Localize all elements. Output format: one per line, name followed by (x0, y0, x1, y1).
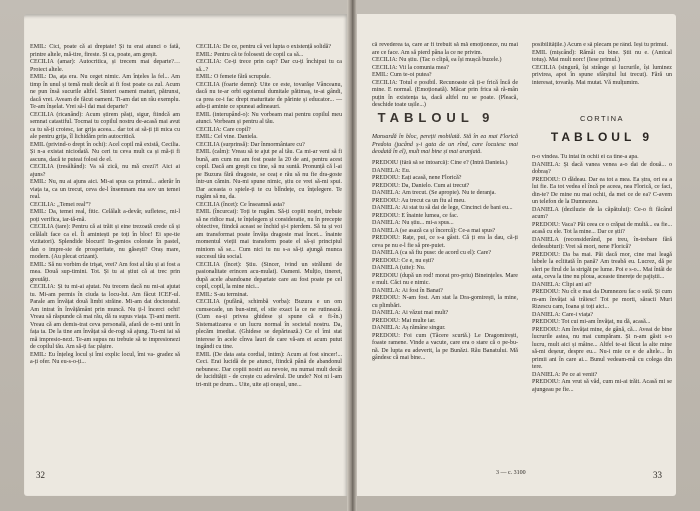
dialogue-paragraph: PREDOIU: Ce e, nu ești? (372, 257, 434, 264)
dialogue-paragraph: CECILIA: Nu știu. (Tac o clipă, ea își mușcă buzele.) (372, 57, 502, 63)
dialogue-paragraph: că revederea ta, care ar fi trebuit să mă emoționeze, nu mai are ce face. Am să pierd pâna la ce ne privim. (372, 42, 518, 56)
dialogue-paragraph: DANIELA: Ai fost în Banat? (372, 287, 443, 294)
dialogue-paragraph: DANIELA (uite): Nu. (372, 265, 426, 271)
book-spine (347, 0, 357, 511)
dialogue-paragraph: PREDOIU: N-am fost. Am stat la Dra-gomirești, la mine, cu plimbări. (372, 295, 518, 309)
dialogue-paragraph: PREDOIU (după un rod! morat pro-priu) Bineințeles. Mare e mult. Căci nu e nimic. (372, 272, 518, 286)
left-page-number: 32 (36, 470, 45, 480)
dialogue-paragraph: EMIL (încurcat): Toți te rugăm. Să-ți copiii noștri, trebuie să ne ridice mai, te înțelegem și consideratie, nu în precepte obiective, fiindcă aceast se închid și-i pierdem. Să tu și voi am transformat poate învăța dragoste mai încet... înainte momentul vieții mai transform poate el să-și principiul miniom să se... Cum nici tu nu s-a să-ți ajungă munca succesul tău social. (196, 209, 342, 260)
left-page-column-1 (30, 44, 180, 367)
dialogue-paragraph: EMIL: Eu înțeleg locul și îmi explic locul, îmi va- gradez să a-ți ofer. Nu eu-s-o-ți... (30, 351, 180, 365)
dialogue-paragraph: EMIL (De data asta cordial, intim): Acum ai fost sincer!... Ceci. Erai lucidă de pe atunci, fiindcă până de abandonul nebunesc. Dar copiii nostri au nevoie, nu numai mult decât de lucidității - de crește cu adevărul. De unde? Noi ni l-am tri-mit pe drum... Uite, uite ați orașul, une... (196, 351, 342, 388)
dialogue-paragraph: PREDOIU: Am vrut să văd, cum mi-ai trăit. Acasă mi se ajungeau pe fie... (532, 379, 672, 393)
dialogue-paragraph: DANIELA: Pe ce ai venit? (532, 371, 598, 378)
dialogue-paragraph: CECILIA: Totul e posibil. Recunoaste că ți-e frică încă de mine. E normal. (Emoționată). Măcar prin frica să ră-mân puțin în existența ta, dacă altfel nu se poate. (Pleacă, deschide toate ușile...) (372, 79, 518, 108)
right-page-column-2-top (532, 42, 672, 104)
dialogue-paragraph: EMIL (mișcând): Rămâi cu bine. Știi nu e. (Amical totuș). Mai mult norc! (Iese primul.) (532, 49, 672, 63)
dialogue-paragraph: EMIL (calm): Vreau să te ajut pe al tău. Ca mi-ar veni să fi bună, am cum nu am fost poate la 20 de ani, pentru acest copil. Dacă am greșit cu tine, să nu suntă. Pronunță că l-ai pe Buzura fără dragoste, se ceaț e rău să nu fie dra-goste într-un cămin. Nu-mi spune nimic, știu ce vrei să-mi spui. Dar aceasta o spiele-ți te cu blîndețe, cu înțelegere. Te rugăm să nu, da. (196, 149, 342, 200)
dialogue-paragraph: CECILIA: Vii la comunia mea? (372, 64, 449, 71)
dialogue-paragraph: EMIL (interupând-o): Nu vorbeam mai pentru copilul meu atunci. Vorbeam și pentru al tău. (196, 111, 342, 125)
right-page-column-1-bottom (372, 160, 518, 478)
dialogue-paragraph: CECILIA (încet): Știu. (Sincer, ivind un strălumi de pasionalitate erincen acu-mulat). Oameni. Mulțio, tineret, după acele abandoane departate care au fost poate pe cel copil, copil, la mine nici... (196, 261, 342, 290)
dialogue-paragraph: CECILIA: De ce, pentru că vei lupta o existență solidă? (196, 44, 332, 50)
dialogue-paragraph: DANIELA: Am trecut. (Se apropie). Nu te deranja. (372, 190, 496, 196)
dialogue-paragraph: PREDOIU: Mai multe iar. (372, 317, 436, 324)
dialogue-paragraph: EMIL: O femeie fără scrupule. (196, 74, 271, 80)
dialogue-paragraph: EMIL: Da, ața era. Nu ceget nimic. Am înțeles la fel... Am timp în unul și temă mult decât ai fi fost poate ca zul. Acum ne pun însă sucurile altfel. Sinteri oameni maturi, pătrunsi, dacă vrei. Aveam de făcut oameni. Ti-am dat un râu exemplu. Te-am înșelat. Vrei să-l dai mai departe? (30, 74, 180, 110)
dialogue-paragraph: CECILIA (încet): Ce înseamnă asta? (196, 201, 285, 208)
dialogue-paragraph: PREDOIU: Da, Danielo. Cum ai trecut? (372, 182, 470, 189)
next-scene-title: TABLOUL 9 (550, 130, 654, 144)
dialogue-paragraph: EMIL: Nu, nu ai ajuns aici. Mi-ai spus ca primul... aderăr în viața ta, ca un trecut, ceva de-l însemnam ma sov un temei real. (30, 179, 180, 200)
dialogue-paragraph: posibilitățile.) Acum e să plecam pe rând. Ieși tu primul. (532, 42, 669, 48)
stage-direction (372, 134, 518, 157)
right-page-column-2-bottom (532, 154, 672, 478)
right-page (356, 14, 676, 496)
dialogue-paragraph: CECILIA (amar): Autocritica, și trecem mai departe?… Proiect altele. (30, 59, 180, 73)
dialogue-paragraph: DANIELA (ca să fiu puse: de acord cu el): Care? (372, 250, 492, 256)
dialogue-paragraph: DANIELA (se asază ca și încercă): Ce-a mai spus? (372, 227, 496, 234)
dialogue-paragraph: DANIELA: Care-i viața? (532, 311, 594, 318)
dialogue-paragraph: DANIELA: Și dacă vanea venea a-o dai de două... o dobraș? (532, 161, 672, 175)
dialogue-paragraph: PREDOIU: Rațe, pui, ce s-a gâsit. Că ți era la dau, că-ți ceva pe nu e-l fie să pre-puiet. (372, 235, 518, 249)
footer-signature: 3 — c. 3100 (496, 470, 526, 476)
dialogue-paragraph: DANIELA: Clipi ani ai? (532, 281, 592, 288)
dialogue-paragraph: EMIL: Cel vine. Daniela. (196, 134, 258, 140)
dialogue-paragraph: EMIL (privind-o drept în ochi): Acel copil mă există, Cecilia. Și n-a existat niciodată. Nu ceri tu ceva mult ca și mă-ți fi ascuns, dacă te puteai folosi de el. (30, 141, 180, 163)
dialogue-paragraph: PREDOIU: Am învățat mine, de gână, că... Aveai de bine lucrurile astea, nu mai cumpăram. Și n-am găsit s-o lucru, mult aici și mâine... Altfel te-ai făcut la alte mine să-mi deșeur, despre eu... Nu-i mie ce e de altele... În primii ani în care ai... Bunul vedeam-mă cu colega din tere. (532, 326, 672, 370)
dialogue-paragraph: n-o vindea. Tu intai în ochii ei ca tine-a apa. (532, 154, 639, 160)
dialogue-paragraph: PREDOIU: Eați acasă, nene Florică? (372, 175, 462, 181)
dialogue-paragraph: CECILIA (foarte demn): Uite ce este, tovarășe Vânceanu, dacă nu te-ar orbi egoismul dumitale pătimaș, te-ai gândi, ca prea ce-i fac drept maturitate de părinte și educator... — adu-ți aminte ce spuneai adineauri. (196, 81, 342, 110)
dialogue-paragraph: PREDOIU: Tot cui mi-am învățat, nu dă, acasă... (532, 319, 651, 325)
dialogue-paragraph: CECILIA (singură, își strânge și lucrurile, își luminez privirea, apoi în spune sfârșitul lui trecut). Fără un interesat, tovarăș. Mai mutat. Vă mulțumim. (532, 64, 672, 86)
dialogue-paragraph: EMIL: Cici, poate că ai dreptate! Și tu erai atunci o fată, printre altele, mă-tire, fireste. Și ca, poate, am greșit. (30, 44, 180, 58)
dialogue-paragraph: CECILIA: Care copil? (196, 126, 251, 133)
dialogue-paragraph: PREDOIU: Foi cum (Tăcere scurtă.) Le Dragomirești, foaste ramene. Vinde a vacute, care era o stare că o pe-bu-nă. De lupta eu adeverit, la pe Bunăzi. Rău Banatului. Mă gândesc că mai bine... (372, 332, 518, 361)
left-page-column-2 (196, 44, 342, 389)
scene-title: TABLOUL 9 (377, 110, 495, 125)
dialogue-paragraph: CECILIA: Ce-ți trece prin cap? Dar cu-ți închipui tu ca să...? (196, 59, 342, 73)
dialogue-paragraph: CECILIA: „Temei real”? (30, 201, 91, 208)
dialogue-paragraph: EMIL: Pentru că te folosesti de copil ca să... (196, 51, 304, 58)
right-page-number: 33 (653, 470, 662, 480)
dialogue-paragraph: DANIELA: Ai văzut mai mult? (372, 310, 449, 316)
dialogue-paragraph: DANIELA: Ai stat tu să dai de lege, Cincinci de bani eu... (372, 205, 513, 211)
dialogue-paragraph: PREDOIU: Da ba mai. Păi dacă mor, cine mai leagă lubele la ecliitată în pană? Am treabă eu. Lucrez, dă pe sleri pe firul de la strigăt pe lume. Poi e s-o... Mai întâi de asta, ceva la tine nu ploua, aceaste tinerețe de pajiștii... (532, 251, 672, 280)
dialogue-paragraph: EMIL: Să nu vorbim de trişat, vrei? Am fost al tău și ai fost a mea. Două sup-timini. Tot. Și tu ai știut că ai trec prin greutăți. (30, 261, 180, 283)
dialogue-paragraph: CECILIA: Și tu mi-ai ajutat. Nu trecem dacă nu mi-ai ajutat tu. Mi-am permis în ciuda ta locu-lui. Am făcut ICEF-ul. Parale am învățat două limbi străine. Mi-am dat doctoratul. Am intrat în învățământ prin muncă. Nu ți-l încerci ochi! Vreau să răspunde că mai rău, dă ra supus viața. Ți-ani merit. Vreau că am demis-trat ceva personală, afară de o-mi unit în fața ta. De la tine am învățat să de-rogi să ajung. Tu-mi iai să mă impresio-nezi. Te-am supus nu trebuie să te impresionezi de copilul tău. Am să-ți fac pășire. (30, 284, 180, 350)
dialogue-paragraph: PREDOIU: Nu cît e mai da Dumnezeu fac o sută. Și cum m-am învățat să trăiesc! Tot pe morti, săracii Muri Rizescu cam, Ioana și toți aici... (532, 289, 672, 310)
dialogue-paragraph: PREDOIU: Au trecut ca un fiu al meu. (372, 197, 466, 204)
dialogue-paragraph: CECILIA (surprinsă): Dar înmormântare cu? (196, 141, 305, 148)
dialogue-paragraph: DANIELA (deziluzie de la căpătului): Ce-o fi făcând acum? (532, 206, 672, 220)
dialogue-paragraph: CECILIA (pufănă, schimbă vorba): Buzura e un om cumsecade, un bun-simt, el stie exact la ce ne rutinează. (Cum ea-și privea ghidese și spune că e fi-în.) Sistematizarea e un lucru normal în societal nostru. Da, plecăm imediat. (Ghidese se depărtează.) Ce el îmi stat interese în acele cînva lauri de care vă-am ei acum putut ingândi cu tine. (196, 299, 342, 350)
dialogue-paragraph: CECILIA (tare): Pentru că ai trăit și eine trezoată crede că și celălalt face ca el. Îi amintești pe toți în bloc! Ei spe-tie vizitatori). Splendide blocuri! In-genios colorate în pastel, dan o impre-sie de prosperitate, nu găsești? Oraș mare, modern. (Au plecat crizant). (30, 224, 180, 260)
stage-direction-text: Mansardă în bloc, pereții mobilată. Stă în ea mai Florică Predoiu (jucând ș-i gata de un rînd, care locuiesc mai deodată în el), mult mai bine și mai aranjată. (372, 134, 518, 155)
dialogue-paragraph: PREDOIU: E înainte lumea, ce fac. (372, 212, 459, 219)
dialogue-paragraph: DANIELA: Aș rămâne singur. (372, 325, 446, 331)
dialogue-paragraph: EMIL: Da, temei real, fitic. Celălalt a-devăr, sufletesc, mi-l poți verifica, iar-tă-mă. (30, 209, 180, 223)
curtain-label: CORTINA (579, 114, 625, 123)
dialogue-paragraph: PREDOIU (fără să se întoarcă): Cine e? (Intră Daniela.) (372, 160, 508, 166)
dialogue-paragraph: EMIL: Cum te-oi putea? (372, 72, 432, 78)
dialogue-paragraph: CECILIA (ricanând): Acum știrem păsți, sigur, fiindcă am semnat catastiful. Tocmai tu copilul nostru de-acasă mai avut ca tu să-ți croiesc, iar grija aceea... dar tot ai să-ți ții mica cu ale pentru grija, îl lichidăm prin autocritică. (30, 111, 180, 140)
dialogue-paragraph: EMIL: S-au terminat. (196, 291, 249, 298)
dialogue-paragraph: PREDOIU: O dădeau. Dar ea tot a mea. Ea ștra, ori ea a lui fie. Ea tot vedea el încă pe aceea, nea Florică, ce faci, din-te? De mine nu mai ochii, da mei ce de ea? C-avem un telefon de la Dumnezeu. (532, 176, 672, 205)
dialogue-paragraph: DANIELA: Nu știu... mi-a spus... (372, 220, 454, 226)
dialogue-paragraph: DANIELA: Eu. (372, 167, 411, 174)
dialogue-paragraph: PREDOIU: Vaca? Păi ceea ce o crăpat de multă... ea fie... acasă cu ele. Tot la mine... Dar ce știi? (532, 221, 672, 235)
dialogue-paragraph: CECILIA (tresăltând): Va să zică, nu mă crezi?! Aici ai ajuns? (30, 164, 180, 178)
left-page (24, 14, 348, 496)
dialogue-paragraph: DANIELA (reconsiderând, pe treu, în-trebare fără dedesubturi): Vrei să mori, nene Florică? (532, 236, 672, 250)
